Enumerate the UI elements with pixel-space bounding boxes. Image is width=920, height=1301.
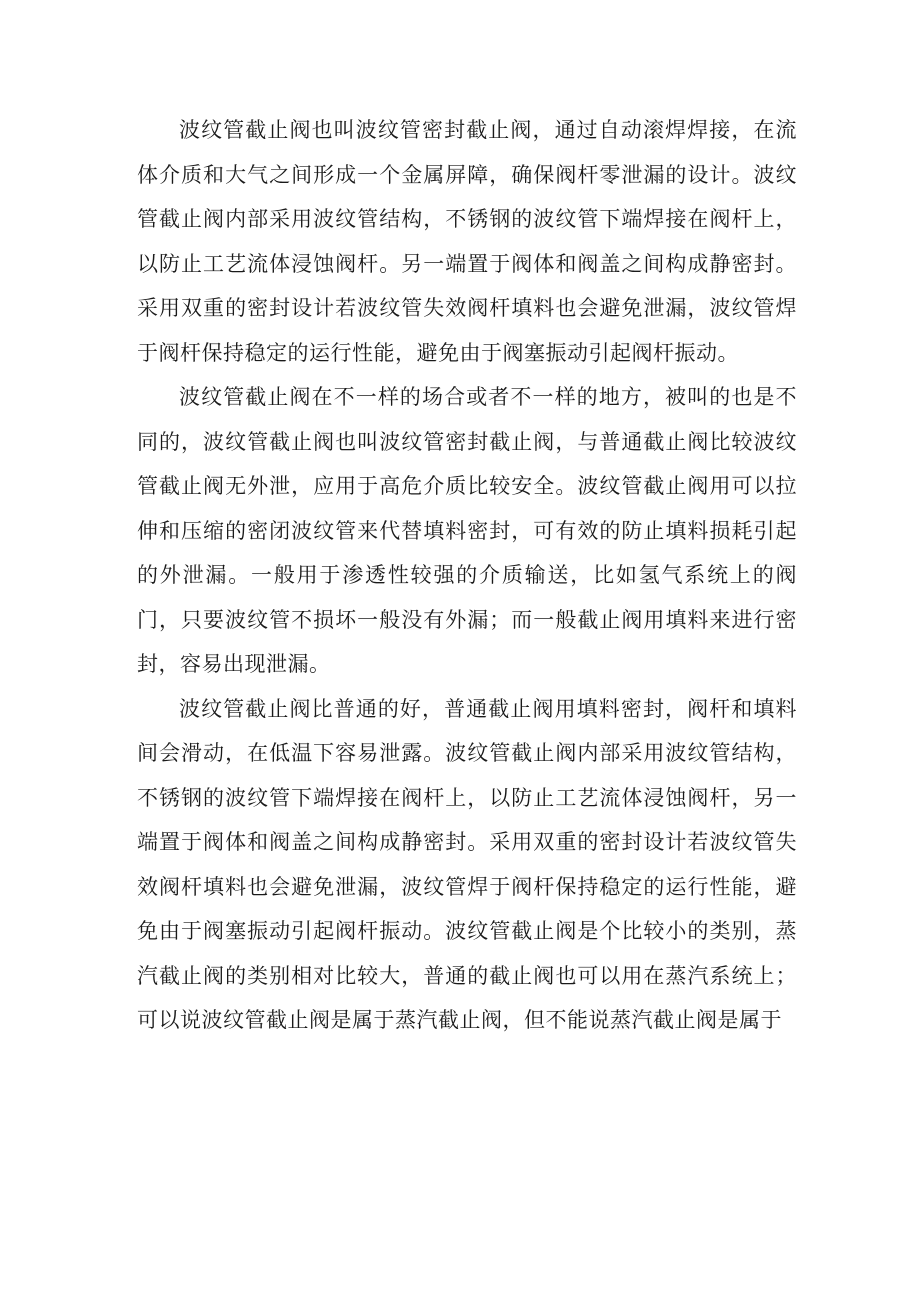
paragraph-2: 波纹管截止阀在不一样的场合或者不一样的地方，被叫的也是不同的，波纹管截止阀也叫波纹管密封截止阀，与普通截止阀比较波纹管截止阀无外泄，应用于高危介质比较安全。波纹管截止阀用可以拉伸和压缩的密闭波纹管来代替填料密封，可有效的防止填料损耗引起的外泄漏。一般用于渗透性较强的介质输送，比如氢气系统上的阀门，只要波纹管不损坏一般没有外漏；而一般截止阀用填料来进行密封，容易出现泄漏。 bbox=[137, 385, 797, 676]
document-body bbox=[137, 108, 797, 1043]
paragraph-3: 波纹管截止阀比普通的好，普通截止阀用填料密封，阀杆和填料间会滑动，在低温下容易泄露。波纹管截止阀内部采用波纹管结构，不锈钢的波纹管下端焊接在阀杆上，以防止工艺流体浸蚀阀杆，另一端置于阀体和阀盖之间构成静密封。采用双重的密封设计若波纹管失效阀杆填料也会避免泄漏，波纹管焊于阀杆保持稳定的运行性能，避免由于阀塞振动引起阀杆振动。波纹管截止阀是个比较小的类别，蒸汽截止阀的类别相对比较大，普通的截止阀也可以用在蒸汽系统上；可以说波纹管截止阀是属于蒸汽截止阀，但不能说蒸汽截止阀是属于 bbox=[137, 696, 797, 1032]
paragraph-1: 波纹管截止阀也叫波纹管密封截止阀，通过自动滚焊焊接，在流体介质和大气之间形成一个金属屏障，确保阀杆零泄漏的设计。波纹管截止阀内部采用波纹管结构，不锈钢的波纹管下端焊接在阀杆上，以防止工艺流体浸蚀阀杆。另一端置于阀体和阀盖之间构成静密封。采用双重的密封设计若波纹管失效阀杆填料也会避免泄漏，波纹管焊于阀杆保持稳定的运行性能，避免由于阀塞振动引起阀杆振动。 bbox=[137, 118, 797, 365]
